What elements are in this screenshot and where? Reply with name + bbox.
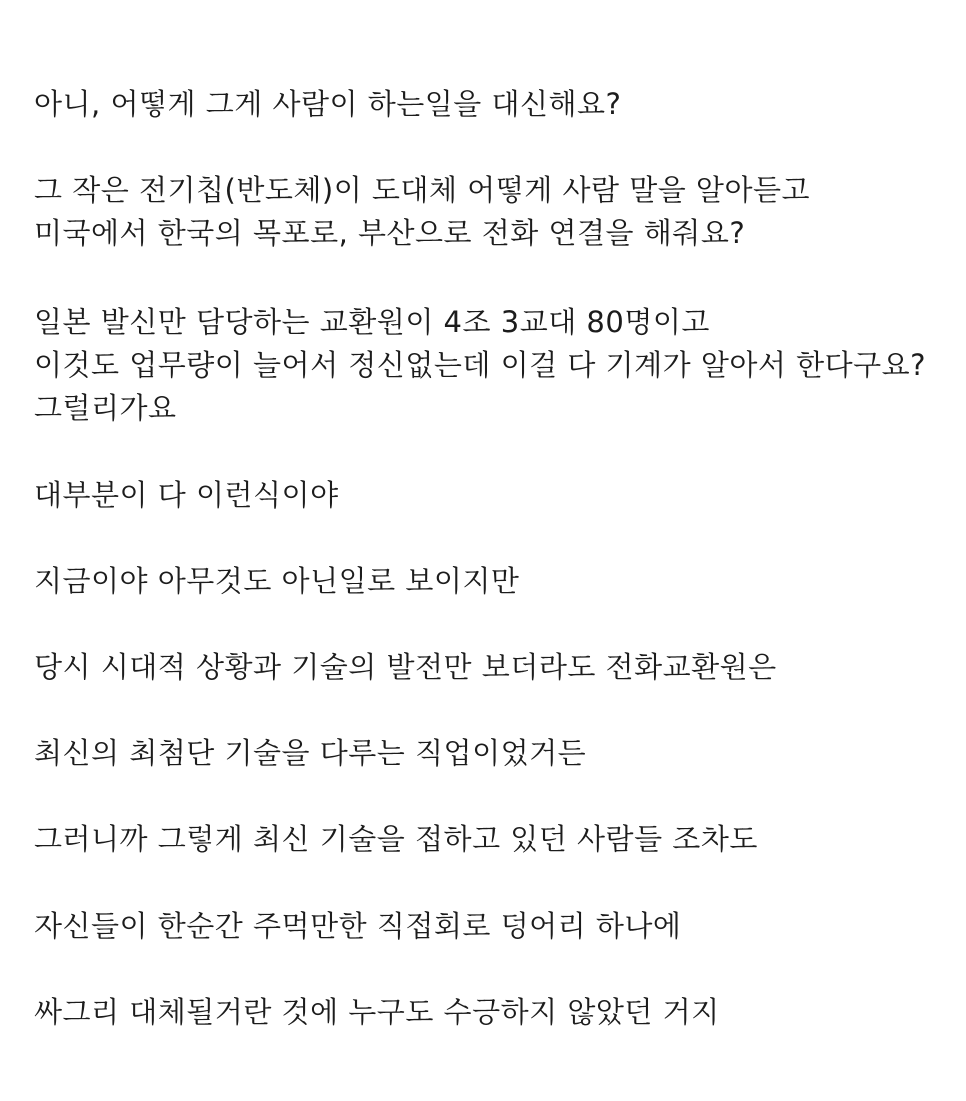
- text-line: 싸그리 대체될거란 것에 누구도 수긍하지 않았던 거지: [34, 995, 720, 1029]
- text-line: 미국에서 한국의 목포로, 부산으로 전화 연결을 해줘요?: [34, 216, 746, 250]
- text-line: 지금이야 아무것도 아닌일로 보이지만: [34, 564, 520, 598]
- text-line: 최신의 최첨단 기술을 다루는 직업이었거든: [34, 736, 587, 770]
- text-line: 이것도 업무량이 늘어서 정신없는데 이걸 다 기계가 알아서 한다구요?: [34, 348, 927, 382]
- text-line: 자신들이 한순간 주먹만한 직접회로 덩어리 하나에: [34, 909, 682, 943]
- text-line: 대부분이 다 이런식이야: [34, 478, 339, 512]
- text-line: 아니, 어떻게 그게 사람이 하는일을 대신해요?: [34, 87, 622, 121]
- text-line: 당시 시대적 상황과 기술의 발전만 보더라도 전화교환원은: [34, 650, 777, 684]
- text-line: 그럴리가요: [34, 391, 177, 425]
- text-line: 일본 발신만 담당하는 교환원이 4조 3교대 80명이고: [34, 305, 710, 339]
- text-line: 그러니까 그렇게 최신 기술을 접하고 있던 사람들 조차도: [34, 822, 758, 856]
- text-line: 그 작은 전기칩(반도체)이 도대체 어떻게 사람 말을 알아듣고: [34, 173, 810, 207]
